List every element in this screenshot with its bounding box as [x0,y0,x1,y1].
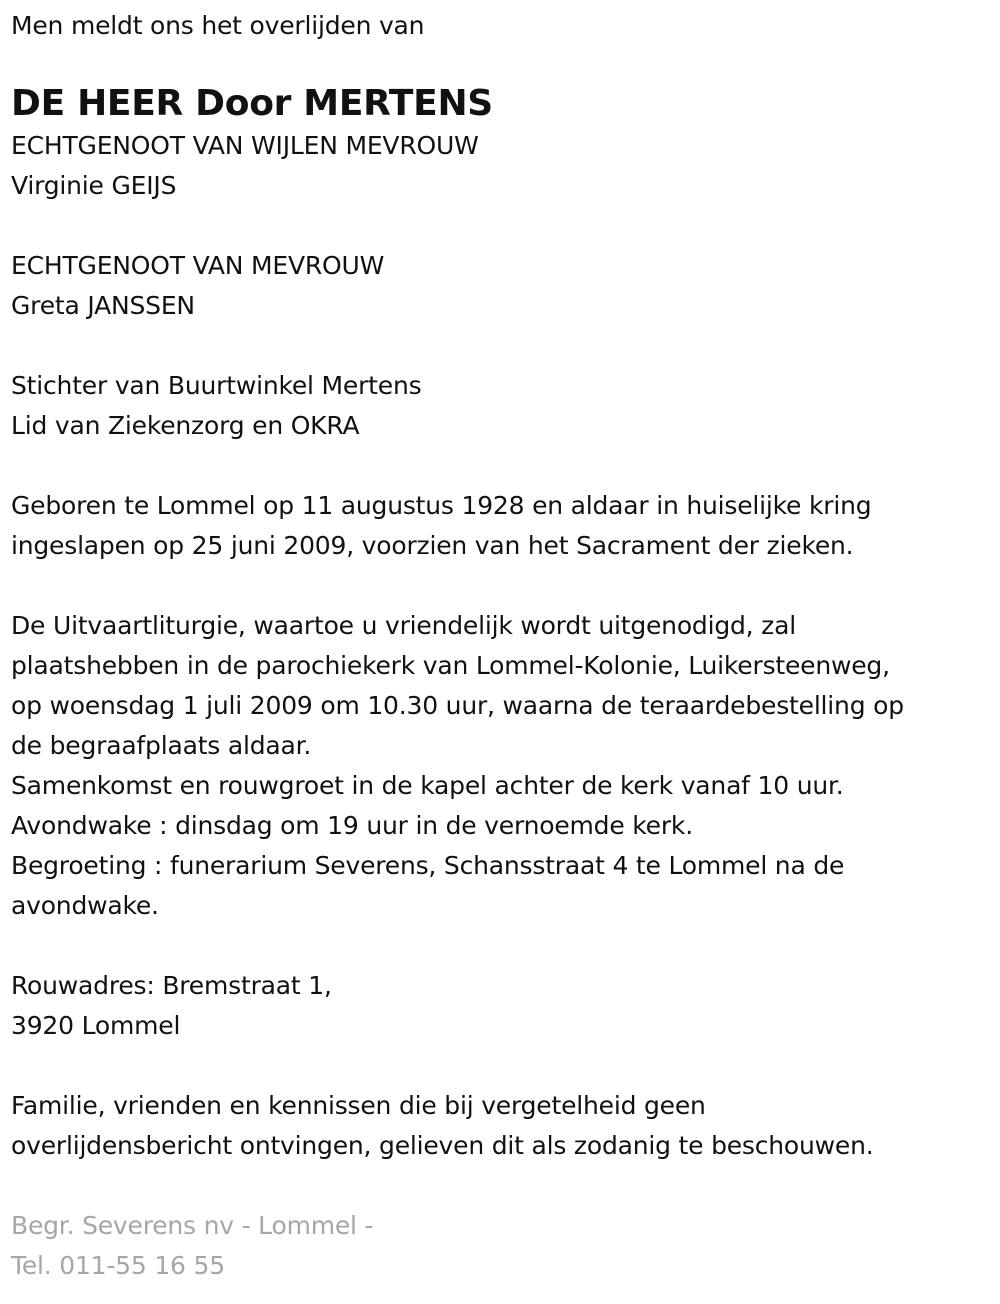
funeral-line: op woensdag 1 juli 2009 om 10.30 uur, waarna de teraardebestelling op [11,691,904,720]
spacer [11,446,986,486]
deceased-name-title: DE HEER Door MERTENS [11,83,493,124]
spouse-label: ECHTGENOOT VAN MEVROUW [11,251,385,280]
funeral-line: Begroeting : funerarium Severens, Schansstraat 4 te Lommel na de [11,851,845,880]
funeral-line: de begraafplaats aldaar. [11,731,312,760]
spacer [11,566,986,606]
funeral-line: De Uitvaartliturgie, waartoe u vriendelijk wordt uitgenodigd, zal [11,611,796,640]
address-line: 3920 Lommel [11,1011,181,1040]
funeral-home-phone: Tel. 011-55 16 55 [11,1251,225,1280]
funeral-line: Samenkomst en rouwgroet in de kapel achter de kerk vanaf 10 uur. [11,771,844,800]
spacer [11,926,986,966]
closing-line: Familie, vrienden en kennissen die bij vergetelheid geen [11,1091,706,1120]
late-spouse-label: ECHTGENOOT VAN WIJLEN MEVROUW [11,131,479,160]
funeral-line: plaatshebben in de parochiekerk van Lommel-Kolonie, Luikersteenweg, [11,651,890,680]
funeral-home-line: Begr. Severens nv - Lommel - [11,1211,374,1240]
obituary-notice [11,6,986,1286]
closing-line: overlijdensbericht ontvingen, gelieven dit als zodanig te beschouwen. [11,1131,874,1160]
funeral-line: Avondwake : dinsdag om 19 uur in de vernoemde kerk. [11,811,693,840]
role-line: Lid van Ziekenzorg en OKRA [11,411,360,440]
role-line: Stichter van Buurtwinkel Mertens [11,371,422,400]
spacer [11,1166,986,1206]
spouse-name: Greta JANSSEN [11,291,195,320]
birth-death-line: ingeslapen op 25 juni 2009, voorzien van het Sacrament der zieken. [11,531,854,560]
late-spouse-name: Virginie GEIJS [11,171,177,200]
spacer [11,206,986,246]
spacer [11,1046,986,1086]
birth-death-line: Geboren te Lommel op 11 augustus 1928 en aldaar in huiselijke kring [11,491,872,520]
intro-text: Men meldt ons het overlijden van [11,11,425,40]
funeral-line: avondwake. [11,891,159,920]
spacer [11,326,986,366]
address-line: Rouwadres: Bremstraat 1, [11,971,332,1000]
